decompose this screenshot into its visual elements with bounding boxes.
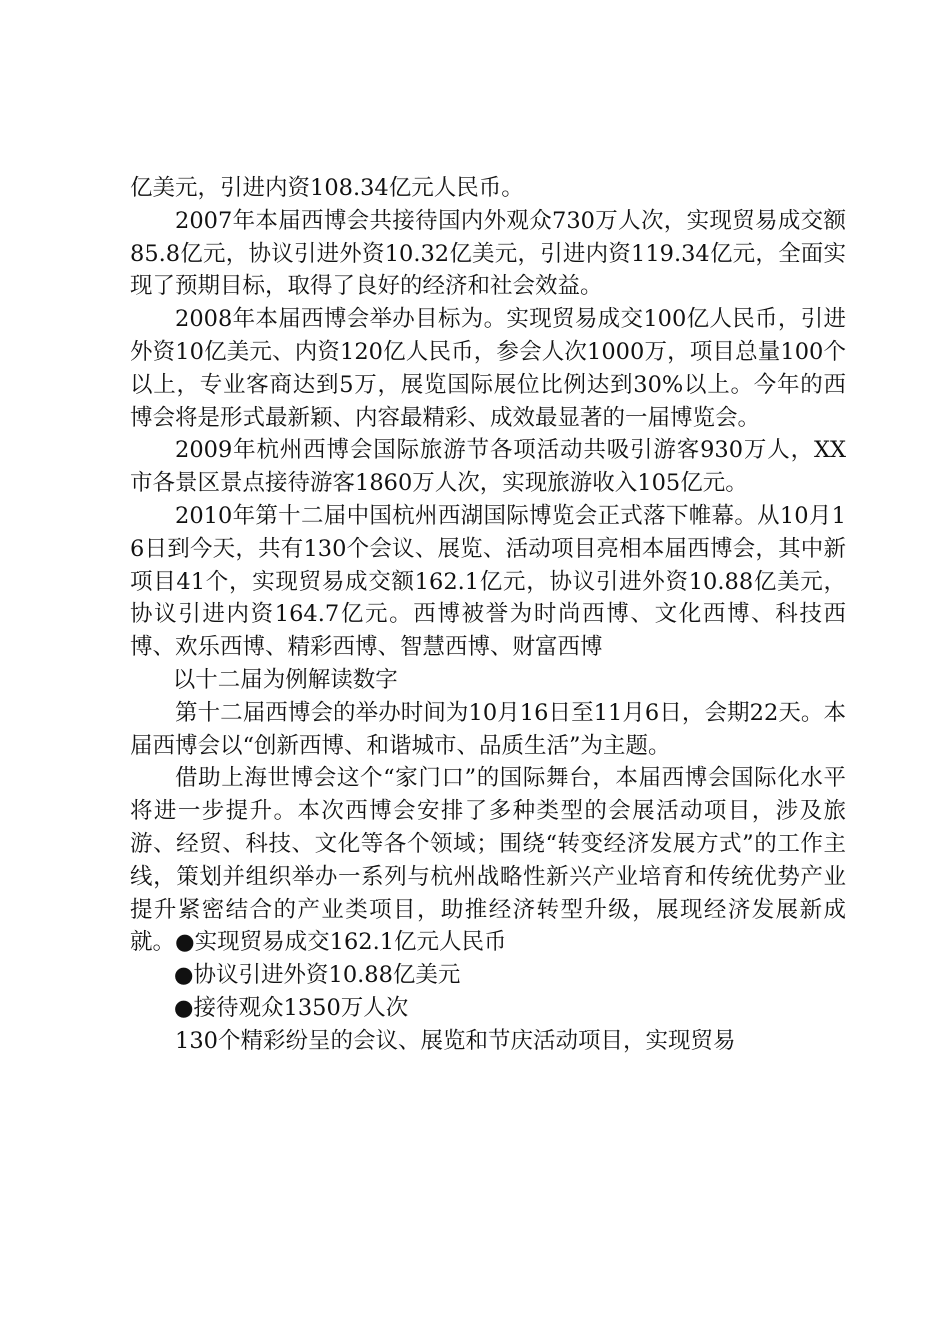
paragraph-shanghai-expo: 借助上海世博会这个“家门口”的国际舞台，本届西博会国际化水平将进一步提升。本次西博会安排了多种类型的会展活动项目，涉及旅游、经贸、科技、文化等各个领域；围绕“转变经济发展方式”的工作主线，策划并组织举办一系列与杭州战略性新兴产业培育和传统优势产业提升紧密结合的产业类项目，助推经济转型升级，展现经济发展新成就。●实现贸易成交162.1亿元人民币 <box>130 765 846 956</box>
bullet-visitors: ●接待观众1350万人次 <box>173 994 409 1021</box>
paragraph-2008: 2008年本届西博会举办目标为。实现贸易成交100亿人民币，引进外资10亿美元、内资120亿人民币，参会人次1000万，项目总量100个以上，专业客商达到5万，展览国际展位比例达到30%以上。今年的西博会将是形式最新颖、内容最精彩、成效最显著的一届博览会。 <box>130 306 846 431</box>
paragraph-2007: 2007年本届西博会共接待国内外观众730万人次，实现贸易成交额85.8亿元，协议引进外资10.32亿美元，引进内资119.34亿元，全面实现了预期目标，取得了良好的经济和社会效益。 <box>130 207 846 300</box>
paragraph-projects: 130个精彩纷呈的会议、展览和节庆活动项目，实现贸易 <box>175 1027 736 1054</box>
paragraph-continuation: 亿美元，引进内资108.34亿元人民币。 <box>130 175 524 201</box>
body-text <box>130 172 846 1058</box>
section-heading: 以十二届为例解读数字 <box>172 666 398 693</box>
paragraph-2010: 2010年第十二届中国杭州西湖国际博览会正式落下帷幕。从10月16日到今天，共有130个会议、展览、活动项目亮相本届西博会，其中新项目41个，实现贸易成交额162.1亿元，协议引进外资10.88亿美元，协议引进内资164.7亿元。西博被誉为时尚西博、文化西博、科技西博、欢乐西博、精彩西博、智慧西博、财富西博 <box>130 502 846 661</box>
paragraph-2009: 2009年杭州西博会国际旅游节各项活动共吸引游客930万人，XX市各景区景点接待游客1860万人次，实现旅游收入105亿元。 <box>130 437 846 497</box>
bullet-foreign-investment: ●协议引进外资10.88亿美元 <box>173 962 461 989</box>
paragraph-twelfth-expo: 第十二届西博会的举办时间为10月16日至11月6日，会期22天。本届西博会以“创新西博、和谐城市、品质生活”为主题。 <box>130 699 846 759</box>
